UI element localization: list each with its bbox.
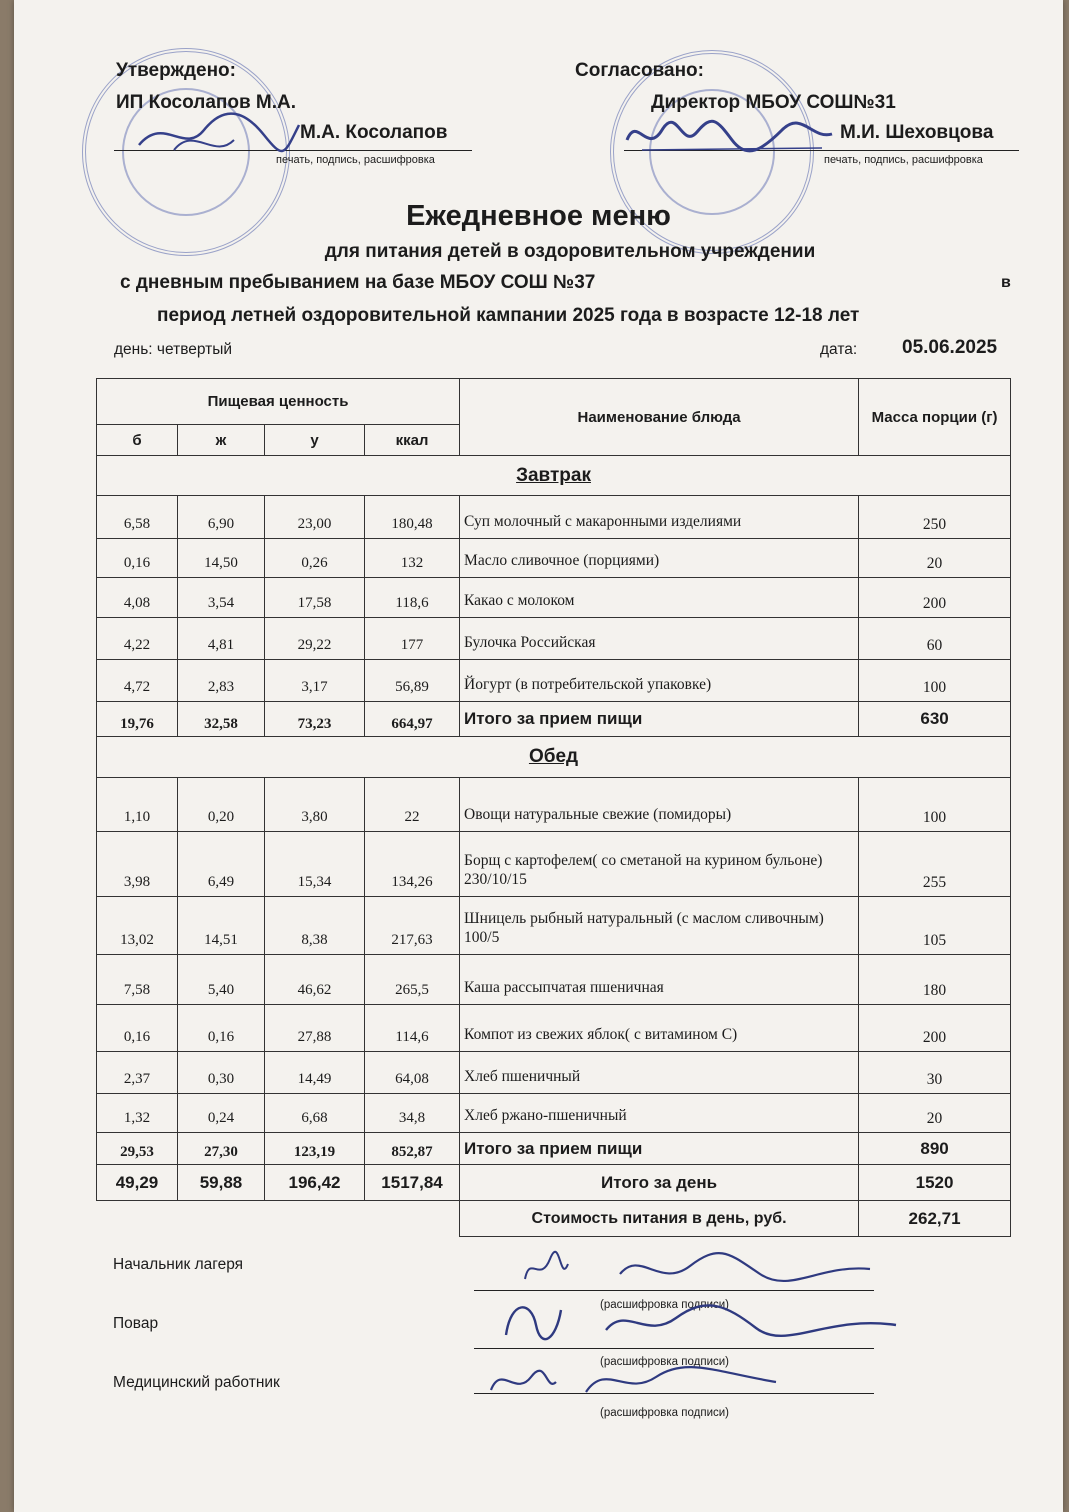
cell-b: 4,22 xyxy=(97,618,178,660)
cell-kcal: 217,63 xyxy=(365,897,460,955)
total-mass: 890 xyxy=(859,1133,1011,1165)
day-total-zh: 59,88 xyxy=(178,1165,265,1201)
date-label: дата: xyxy=(820,341,858,358)
nutrition-header: Пищевая ценность xyxy=(97,379,460,425)
total-u: 123,19 xyxy=(265,1133,365,1165)
table-row xyxy=(97,778,1011,832)
cell-dish: Компот из свежих яблок( с витамином С) xyxy=(460,1005,859,1052)
cell-mass: 255 xyxy=(859,832,1011,897)
cell-dish: Овощи натуральные свежие (помидоры) xyxy=(460,778,859,832)
table-row xyxy=(97,539,1011,578)
cell-mass: 105 xyxy=(859,897,1011,955)
cell-zh: 5,40 xyxy=(178,955,265,1005)
day-total-u: 196,42 xyxy=(265,1165,365,1201)
cell-mass: 200 xyxy=(859,1005,1011,1052)
date-value: 05.06.2025 xyxy=(902,337,998,358)
lunch-section-title: Обед xyxy=(97,737,1011,778)
cell-dish: Суп молочный с макаронными изделиями xyxy=(460,496,859,539)
cell-kcal: 34,8 xyxy=(365,1094,460,1133)
cost-label: Стоимость питания в день, руб. xyxy=(460,1201,859,1237)
camp-head-signature-icon xyxy=(520,1244,880,1294)
approval-right-caption: печать, подпись, расшифровка xyxy=(824,154,983,166)
total-zh: 27,30 xyxy=(178,1133,265,1165)
cell-mass: 20 xyxy=(859,1094,1011,1133)
right-signature-icon xyxy=(622,110,837,160)
cell-zh: 0,30 xyxy=(178,1052,265,1094)
cell-dish: Масло сливочное (порциями) xyxy=(460,539,859,578)
total-zh: 32,58 xyxy=(178,702,265,737)
cell-mass: 30 xyxy=(859,1052,1011,1094)
cell-zh: 14,51 xyxy=(178,897,265,955)
cook-caption: (расшифровка подписи) xyxy=(600,1356,729,1368)
cell-kcal: 265,5 xyxy=(365,955,460,1005)
day-label: день: четвертый xyxy=(114,341,233,358)
subtitle-line-2-tail: в xyxy=(1001,274,1011,291)
breakfast-total-row xyxy=(97,702,1011,737)
table-row xyxy=(97,955,1011,1005)
approval-left-caption: печать, подпись, расшифровка xyxy=(276,154,435,166)
day-total-b: 49,29 xyxy=(97,1165,178,1201)
total-label: Итого за прием пищи xyxy=(460,1133,859,1165)
cell-u: 27,88 xyxy=(265,1005,365,1052)
medic-label: Медицинский работник xyxy=(113,1374,280,1391)
cell-zh: 3,54 xyxy=(178,578,265,618)
cell-kcal: 132 xyxy=(365,539,460,578)
cell-kcal: 118,6 xyxy=(365,578,460,618)
table-row xyxy=(97,618,1011,660)
total-kcal: 852,87 xyxy=(365,1133,460,1165)
medic-caption: (расшифровка подписи) xyxy=(600,1407,729,1419)
cook-signature-icon xyxy=(496,1290,906,1350)
table-row xyxy=(97,1052,1011,1094)
table-row xyxy=(97,897,1011,955)
cell-zh: 0,24 xyxy=(178,1094,265,1133)
subtitle-line-3: период летней оздоровительной кампании 2025 года в возрасте 12-18 лет xyxy=(157,305,860,326)
cell-zh: 2,83 xyxy=(178,660,265,702)
medic-signature-icon xyxy=(486,1352,786,1402)
cell-b: 4,08 xyxy=(97,578,178,618)
cell-dish: Хлеб пшеничный xyxy=(460,1052,859,1094)
lunch-total-row xyxy=(97,1133,1011,1165)
cell-kcal: 56,89 xyxy=(365,660,460,702)
cell-zh: 0,20 xyxy=(178,778,265,832)
cell-dish: Борщ с картофелем( со сметаной на курином бульоне) 230/10/15 xyxy=(460,832,859,897)
col-header-zh: ж xyxy=(178,425,265,456)
breakfast-section-title: Завтрак xyxy=(97,456,1011,496)
cell-kcal: 134,26 xyxy=(365,832,460,897)
cell-u: 8,38 xyxy=(265,897,365,955)
cell-u: 23,00 xyxy=(265,496,365,539)
cell-mass: 20 xyxy=(859,539,1011,578)
approval-right-org: Директор МБОУ СОШ№31 xyxy=(651,92,896,113)
cell-u: 0,26 xyxy=(265,539,365,578)
cell-b: 1,32 xyxy=(97,1094,178,1133)
portion-header: Масса порции (г) xyxy=(859,379,1011,456)
cell-kcal: 177 xyxy=(365,618,460,660)
cell-mass: 100 xyxy=(859,778,1011,832)
total-u: 73,23 xyxy=(265,702,365,737)
cell-u: 29,22 xyxy=(265,618,365,660)
cell-dish: Йогурт (в потребительской упаковке) xyxy=(460,660,859,702)
cost-row xyxy=(97,1201,1011,1237)
approval-right-name: М.И. Шеховцова xyxy=(840,122,994,143)
cell-u: 3,17 xyxy=(265,660,365,702)
cell-kcal: 180,48 xyxy=(365,496,460,539)
cell-kcal: 114,6 xyxy=(365,1005,460,1052)
day-total-kcal: 1517,84 xyxy=(365,1165,460,1201)
cell-zh: 6,90 xyxy=(178,496,265,539)
cell-dish: Каша рассыпчатая пшеничная xyxy=(460,955,859,1005)
day-total-label: Итого за день xyxy=(460,1165,859,1201)
cell-b: 6,58 xyxy=(97,496,178,539)
table-row xyxy=(97,1005,1011,1052)
subtitle-line-2: с дневным пребыванием на базе МБОУ СОШ №37 xyxy=(120,272,596,293)
camp-head-caption: (расшифровка подписи) xyxy=(600,1299,729,1311)
cell-u: 15,34 xyxy=(265,832,365,897)
cell-u: 46,62 xyxy=(265,955,365,1005)
menu-table xyxy=(96,378,1011,1237)
cost-value: 262,71 xyxy=(859,1201,1011,1237)
cell-kcal: 64,08 xyxy=(365,1052,460,1094)
cell-dish: Шницель рыбный натуральный (с маслом сливочным) 100/5 xyxy=(460,897,859,955)
cell-mass: 180 xyxy=(859,955,1011,1005)
total-b: 29,53 xyxy=(97,1133,178,1165)
approval-left-org: ИП Косолапов М.А. xyxy=(116,92,297,113)
cell-zh: 0,16 xyxy=(178,1005,265,1052)
table-row xyxy=(97,578,1011,618)
cell-mass: 100 xyxy=(859,660,1011,702)
total-label: Итого за прием пищи xyxy=(460,702,859,737)
cell-mass: 250 xyxy=(859,496,1011,539)
total-b: 19,76 xyxy=(97,702,178,737)
cell-b: 0,16 xyxy=(97,1005,178,1052)
subtitle-line-1: для питания детей в оздоровительном учреждении xyxy=(324,241,816,262)
cell-u: 14,49 xyxy=(265,1052,365,1094)
cell-mass: 60 xyxy=(859,618,1011,660)
cell-mass: 200 xyxy=(859,578,1011,618)
cell-dish: Какао с молоком xyxy=(460,578,859,618)
left-signature-icon xyxy=(134,105,304,165)
cell-dish: Булочка Российская xyxy=(460,618,859,660)
cell-b: 1,10 xyxy=(97,778,178,832)
cell-kcal: 22 xyxy=(365,778,460,832)
cell-u: 17,58 xyxy=(265,578,365,618)
cell-b: 3,98 xyxy=(97,832,178,897)
cell-b: 7,58 xyxy=(97,955,178,1005)
cook-label: Повар xyxy=(113,1315,159,1332)
cell-b: 13,02 xyxy=(97,897,178,955)
total-mass: 630 xyxy=(859,702,1011,737)
col-header-b: б xyxy=(97,425,178,456)
cell-b: 2,37 xyxy=(97,1052,178,1094)
day-total-row xyxy=(97,1165,1011,1201)
cell-b: 0,16 xyxy=(97,539,178,578)
table-row xyxy=(97,832,1011,897)
total-kcal: 664,97 xyxy=(365,702,460,737)
table-row xyxy=(97,1094,1011,1133)
cell-zh: 4,81 xyxy=(178,618,265,660)
table-row xyxy=(97,660,1011,702)
col-header-kcal: ккал xyxy=(365,425,460,456)
approval-right-heading: Согласовано: xyxy=(575,60,704,81)
day-total-mass: 1520 xyxy=(859,1165,1011,1201)
approval-left-name: М.А. Косолапов xyxy=(300,122,448,143)
cell-b: 4,72 xyxy=(97,660,178,702)
approval-left-heading: Утверждено: xyxy=(116,60,236,81)
table-row xyxy=(97,496,1011,539)
cell-dish: Хлеб ржано-пшеничный xyxy=(460,1094,859,1133)
dish-name-header: Наименование блюда xyxy=(460,379,859,456)
cell-zh: 6,49 xyxy=(178,832,265,897)
page-title: Ежедневное меню xyxy=(406,200,671,232)
col-header-u: у xyxy=(265,425,365,456)
camp-head-label: Начальник лагеря xyxy=(113,1256,244,1273)
cell-u: 6,68 xyxy=(265,1094,365,1133)
cell-u: 3,80 xyxy=(265,778,365,832)
cell-zh: 14,50 xyxy=(178,539,265,578)
